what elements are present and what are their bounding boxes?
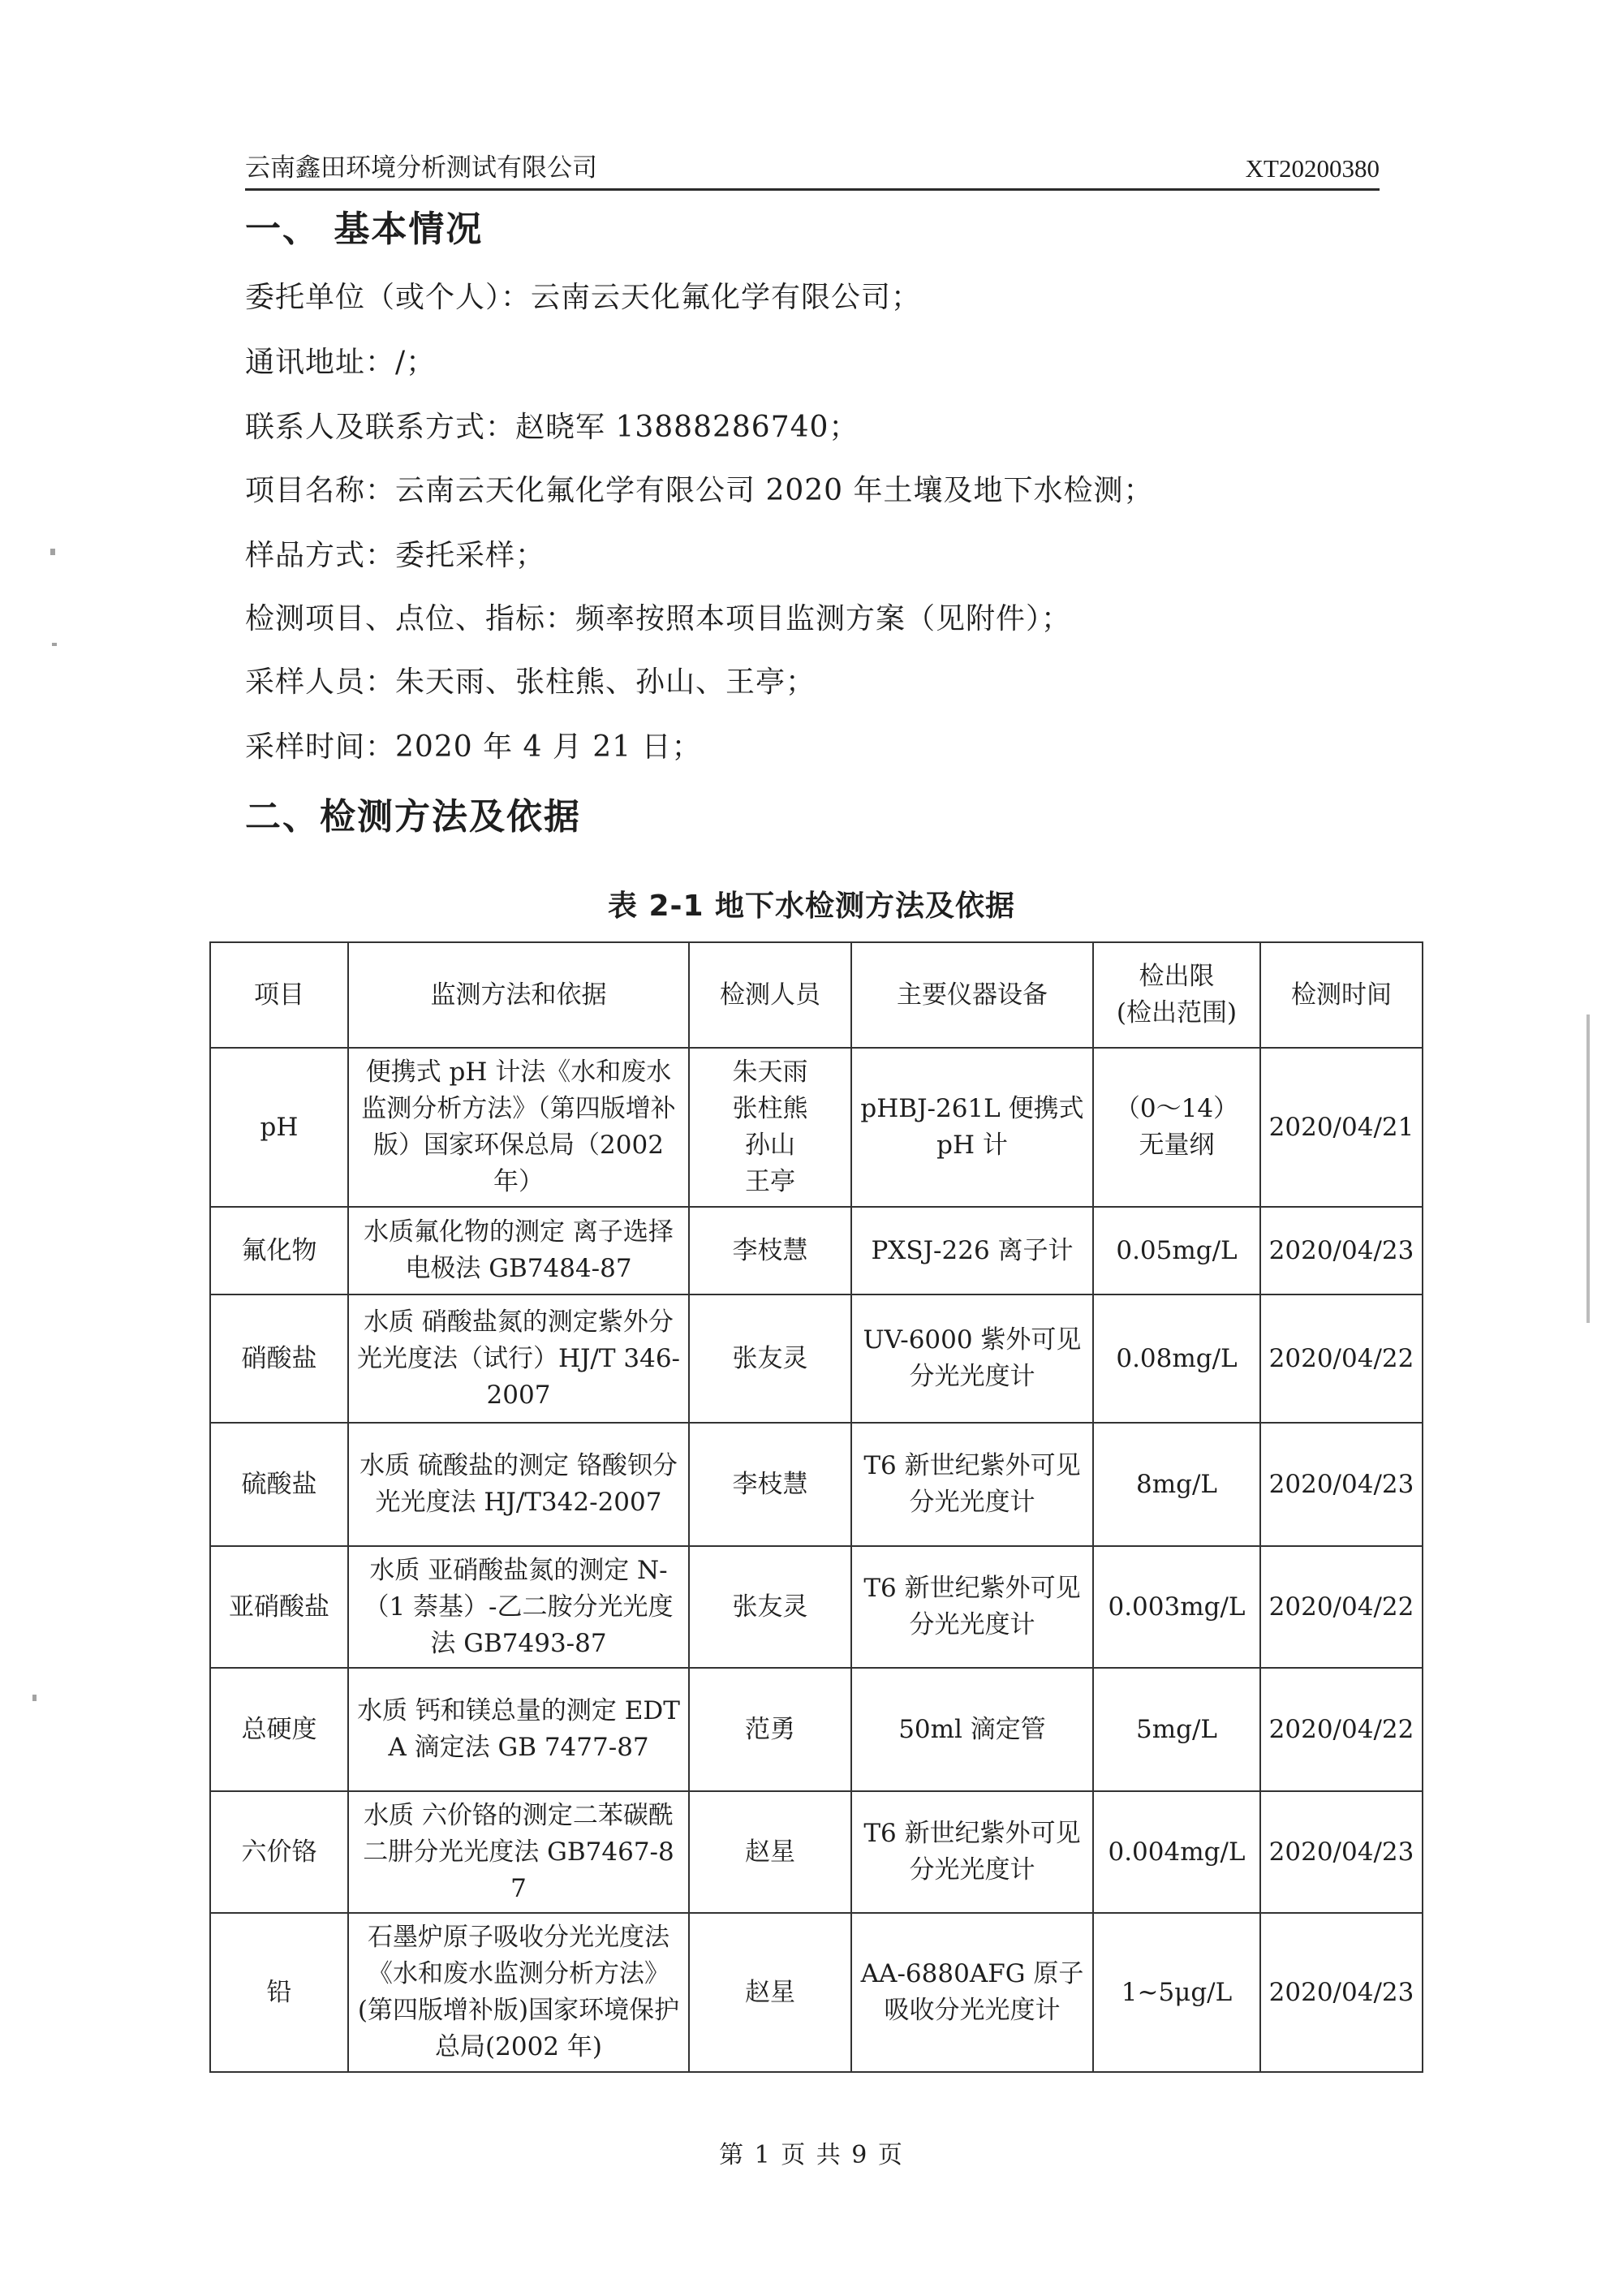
cell-instrument: pHBJ-261L 便携式 pH 计 (851, 1048, 1093, 1207)
cell-staff: 赵星 (689, 1791, 851, 1913)
info-value: 朱天雨、张柱熊、孙山、王亭； (395, 666, 816, 699)
column-header: 主要仪器设备 (851, 942, 1093, 1048)
cell-limit: 8mg/L (1093, 1423, 1260, 1546)
table-row (210, 1546, 1423, 1668)
page-header (245, 154, 1380, 191)
table-row (210, 1048, 1423, 1207)
info-label: 通讯地址： (245, 346, 396, 379)
column-header: 检测人员 (689, 942, 851, 1048)
cell-instrument: T6 新世纪紫外可见分光光度计 (851, 1546, 1093, 1668)
info-value: 云南云天化氟化学有限公司 2020 年土壤及地下水检测； (395, 474, 1154, 507)
cell-date: 2020/04/22 (1260, 1546, 1423, 1668)
table-row (210, 1207, 1423, 1294)
cell-instrument: UV-6000 紫外可见分光光度计 (851, 1294, 1093, 1423)
cell-staff: 李枝慧 (689, 1423, 851, 1546)
cell-method: 水质 硝酸盐氮的测定紫外分光光度法（试行）HJ/T 346-2007 (348, 1294, 689, 1423)
cell-method: 水质 六价铬的测定二苯碳酰二肼分光光度法 GB7467-87 (348, 1791, 689, 1913)
info-line-project (245, 467, 1154, 509)
cell-date: 2020/04/23 (1260, 1791, 1423, 1913)
cell-method: 水质 硫酸盐的测定 铬酸钡分光光度法 HJ/T342-2007 (348, 1423, 689, 1546)
cell-item: 硫酸盐 (210, 1423, 348, 1546)
cell-limit: （0～14） 无量纲 (1093, 1048, 1260, 1207)
cell-limit: 0.05mg/L (1093, 1207, 1260, 1294)
table-title: 表 2-1 地下水检测方法及依据 (607, 890, 1016, 923)
info-label: 采样人员： (245, 666, 396, 699)
info-value: 赵晓军 13888286740； (515, 411, 859, 444)
info-label: 样品方式： (245, 539, 396, 572)
cell-instrument: 50ml 滴定管 (851, 1668, 1093, 1791)
cell-date: 2020/04/23 (1260, 1207, 1423, 1294)
cell-instrument: AA-6880AFG 原子吸收分光光度计 (851, 1913, 1093, 2072)
scan-speck (52, 643, 57, 646)
seal-edge-mark (1586, 1014, 1621, 1323)
column-header: 检出限 (检出范围) (1093, 942, 1260, 1048)
cell-staff: 赵星 (689, 1913, 851, 2072)
cell-item: 六价铬 (210, 1791, 348, 1913)
column-header: 检测时间 (1260, 942, 1423, 1048)
info-line-samplers (245, 659, 816, 700)
info-label: 采样时间： (245, 730, 396, 764)
cell-staff: 张友灵 (689, 1546, 851, 1668)
cell-limit: 0.004mg/L (1093, 1791, 1260, 1913)
cell-item: 总硬度 (210, 1668, 348, 1791)
column-header: 监测方法和依据 (348, 942, 689, 1048)
info-value: 云南云天化氟化学有限公司； (531, 281, 922, 314)
cell-method: 水质 亚硝酸盐氮的测定 N-（1 萘基）-乙二胺分光光度法 GB7493-87 (348, 1546, 689, 1668)
cell-instrument: T6 新世纪紫外可见分光光度计 (851, 1423, 1093, 1546)
cell-staff: 张友灵 (689, 1294, 851, 1423)
info-value: /； (395, 346, 437, 379)
cell-date: 2020/04/23 (1260, 1913, 1423, 2072)
cell-staff: 朱天雨 张柱熊 孙山 王亭 (689, 1048, 851, 1207)
cell-date: 2020/04/21 (1260, 1048, 1423, 1207)
cell-staff: 李枝慧 (689, 1207, 851, 1294)
document-number: XT20200380 (1245, 154, 1380, 183)
info-line-sample-method (245, 532, 545, 574)
info-line-sample-time (245, 724, 702, 765)
table-row (210, 1668, 1423, 1791)
cell-method: 石墨炉原子吸收分光光度法《水和废水监测分析方法》(第四版增补版)国家环境保护总局(2002 年) (348, 1913, 689, 2072)
section-1-title: 一、 基本情况 (245, 209, 484, 250)
table-row (210, 1423, 1423, 1546)
info-line-contact (245, 404, 859, 446)
groundwater-method-table (209, 941, 1423, 2073)
cell-limit: 0.003mg/L (1093, 1546, 1260, 1668)
info-label: 委托单位（或个人）： (245, 281, 532, 314)
cell-item: 硝酸盐 (210, 1294, 348, 1423)
column-header: 项目 (210, 942, 348, 1048)
info-value: 委托采样； (395, 539, 546, 572)
info-label: 检测项目、点位、指标： (245, 602, 576, 635)
cell-item: 亚硝酸盐 (210, 1546, 348, 1668)
info-value: 2020 年 4 月 21 日； (395, 730, 702, 764)
table-header-row (210, 942, 1423, 1048)
cell-instrument: PXSJ-226 离子计 (851, 1207, 1093, 1294)
cell-item: pH (210, 1048, 348, 1207)
info-value: 频率按照本项目监测方案（见附件）； (575, 602, 1072, 635)
info-line-client (245, 274, 921, 316)
cell-method: 水质 钙和镁总量的测定 EDTA 滴定法 GB 7477-87 (348, 1668, 689, 1791)
cell-limit: 0.08mg/L (1093, 1294, 1260, 1423)
table-row (210, 1913, 1423, 2072)
cell-date: 2020/04/22 (1260, 1668, 1423, 1791)
cell-method: 便携式 pH 计法《水和废水监测分析方法》（第四版增补版）国家环保总局（2002 年） (348, 1048, 689, 1207)
cell-staff: 范勇 (689, 1668, 851, 1791)
info-label: 项目名称： (245, 474, 396, 507)
info-line-address (245, 339, 436, 381)
scan-speck (32, 1695, 37, 1701)
cell-method: 水质氟化物的测定 离子选择电极法 GB7484-87 (348, 1207, 689, 1294)
info-label: 联系人及联系方式： (245, 411, 516, 444)
table-row (210, 1294, 1423, 1423)
cell-date: 2020/04/23 (1260, 1423, 1423, 1546)
scan-speck (50, 549, 55, 555)
cell-date: 2020/04/22 (1260, 1294, 1423, 1423)
cell-item: 氟化物 (210, 1207, 348, 1294)
info-line-test-items (245, 596, 1071, 637)
page-number: 第 1 页 共 9 页 (719, 2141, 904, 2169)
cell-instrument: T6 新世纪紫外可见分光光度计 (851, 1791, 1093, 1913)
cell-item: 铅 (210, 1913, 348, 2072)
section-2-title: 二、检测方法及依据 (245, 796, 581, 838)
cell-limit: 1~5μg/L (1093, 1913, 1260, 2072)
table-row (210, 1791, 1423, 1913)
cell-limit: 5mg/L (1093, 1668, 1260, 1791)
company-name: 云南鑫田环境分析测试有限公司 (245, 153, 597, 183)
